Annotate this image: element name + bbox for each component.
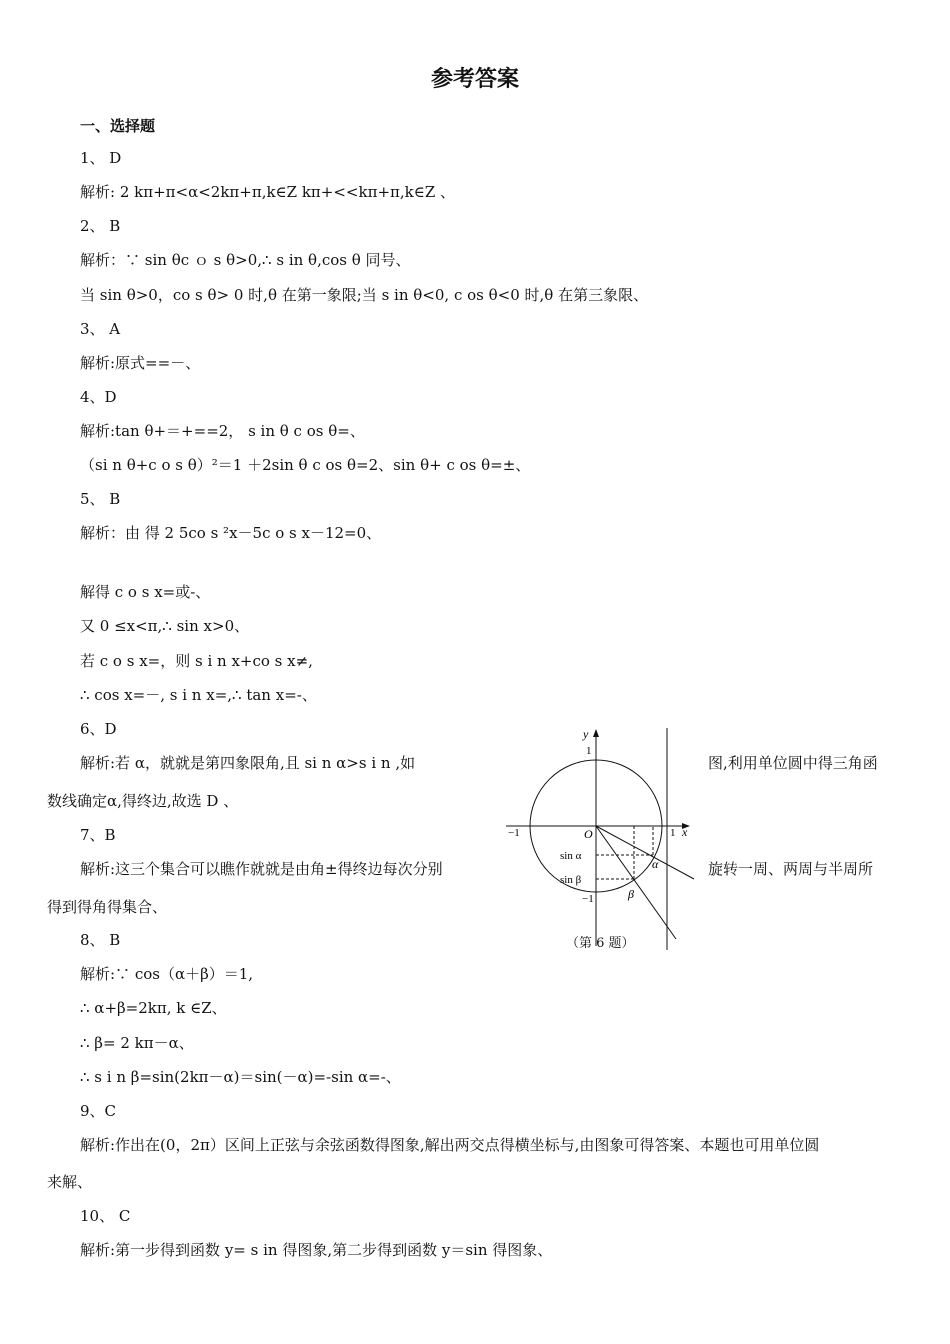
sin-beta-label: sin β	[560, 874, 582, 886]
analysis-9b: 来解、	[47, 1173, 93, 1191]
analysis-8c: ∴ β= 2 kπ－α、	[80, 1034, 194, 1052]
analysis-5d: 若 c o s x=，则 s i n x+co s x≠,	[80, 652, 313, 670]
origin-label: O	[584, 827, 593, 841]
x-left-label: −1	[508, 827, 520, 839]
page-title: 参考答案	[430, 67, 519, 92]
analysis-5c: 又 0 ≤x<π,∴ sin x>0、	[80, 617, 250, 635]
analysis-4b: （si n θ+c o s θ）²＝1 ＋2sin θ c os θ=2、sin θ+ c os θ=±、	[80, 456, 531, 474]
analysis-3: 解析:原式==－、	[80, 354, 201, 372]
analysis-8b: ∴ α+β=2kπ, k ∈Z、	[80, 999, 227, 1017]
section-heading: 一、选择题	[80, 117, 156, 135]
terminal-side-beta	[596, 826, 676, 939]
x-right-label: 1	[670, 827, 676, 839]
analysis-7a: 解析:这三个集合可以瞧作就就是由角±得终边每次分别	[80, 860, 443, 878]
answer-6: 6、D	[80, 720, 117, 738]
analysis-7c: 得到得角得集合、	[47, 898, 168, 916]
y-top-label: 1	[586, 745, 592, 757]
analysis-4a: 解析:tan θ+＝+==2， s in θ c os θ=、	[80, 422, 365, 440]
analysis-6a: 解析:若 α，就就是第四象限角,且 si n α>s i n ,如	[80, 754, 416, 772]
unit-circle-figure	[498, 724, 708, 954]
analysis-1: 解析: 2 kπ+π<α<2kπ+π,k∈Z kπ+<<kπ+π,k∈Z 、	[80, 183, 456, 201]
answer-7: 7、B	[80, 826, 116, 844]
answer-4: 4、D	[80, 388, 117, 406]
answer-8: 8、 B	[80, 931, 121, 949]
analysis-5a: 解析：由 得 2 5co s ²x－5c o s x－12=0、	[80, 524, 382, 542]
analysis-8d: ∴ s i n β=sin(2kπ－α)＝sin(－α)=-sin α=-、	[80, 1068, 401, 1086]
y-bottom-label: −1	[582, 893, 594, 905]
analysis-7b: 旋转一周、两周与半周所	[708, 860, 874, 878]
answer-3: 3、 A	[80, 320, 121, 338]
y-axis-label: y	[583, 727, 589, 741]
analysis-2b: 当 sin θ>0，co s θ> 0 时,θ 在第一象限;当 s in θ<0, c os θ<0 时,θ 在第三象限、	[80, 286, 649, 304]
analysis-6b: 图,利用单位圆中得三角函	[708, 754, 878, 772]
analysis-2a: 解析：∵ sin θc ｏ s θ>0,∴ s in θ,cos θ 同号、	[80, 251, 411, 269]
beta-label: β	[628, 887, 634, 901]
answer-5: 5、 B	[80, 490, 121, 508]
alpha-label: α	[652, 857, 659, 871]
answer-9: 9、C	[80, 1102, 117, 1120]
y-axis-arrow	[593, 729, 599, 737]
answer-1: 1、 D	[80, 149, 122, 167]
analysis-6c: 数线确定α,得终边,故选 D 、	[47, 792, 239, 810]
analysis-9a: 解析:作出在(0，2π）区间上正弦与余弦函数得图象,解出两交点得横坐标与,由图象可得答案、本题也可用单位圆	[80, 1136, 820, 1154]
figure-caption: （第 6 题）	[566, 936, 635, 951]
x-axis-label: x	[682, 825, 688, 839]
answer-2: 2、 B	[80, 217, 121, 235]
analysis-5e: ∴ cos x=－, s i n x=,∴ tan x=-、	[80, 686, 317, 704]
analysis-10: 解析:第一步得到函数 y= s in 得图象,第二步得到函数 y＝sin 得图象、	[80, 1241, 553, 1259]
answer-10: 10、 C	[80, 1207, 131, 1225]
sin-alpha-label: sin α	[560, 850, 582, 862]
terminal-side-alpha	[596, 826, 694, 879]
analysis-8a: 解析:∵ cos（α＋β）＝1,	[80, 965, 254, 983]
analysis-5b: 解得 c o s x=或-、	[80, 583, 211, 601]
